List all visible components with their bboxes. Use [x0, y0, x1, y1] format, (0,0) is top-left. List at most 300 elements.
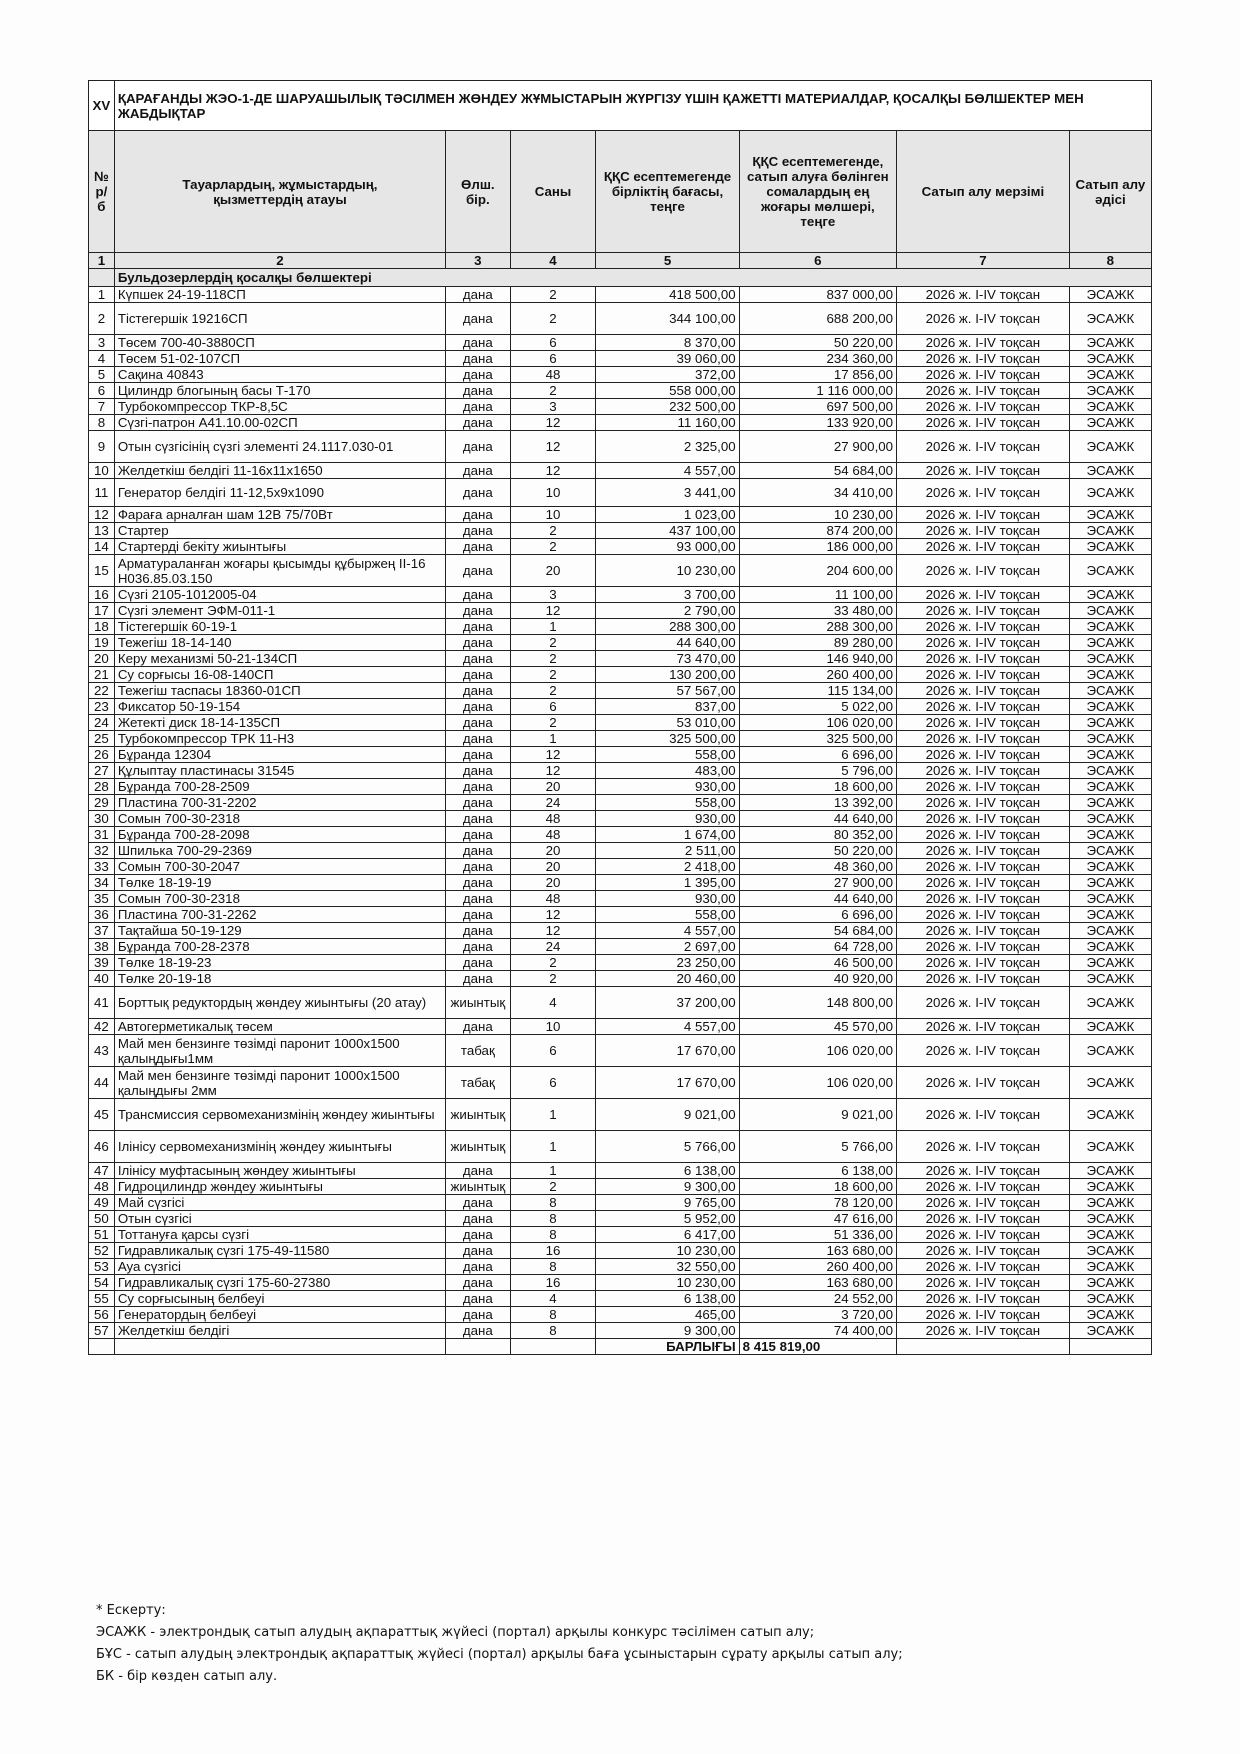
unit-of-measure: дана [446, 715, 511, 731]
item-name: Сақина 40843 [114, 367, 445, 383]
item-name: Отын сүзгісі [114, 1211, 445, 1227]
allocated-amount: 48 360,00 [739, 859, 896, 875]
unit-price: 3 441,00 [596, 479, 739, 507]
section-row [89, 269, 1152, 287]
procurement-term: 2026 ж. I-IV тоқсан [897, 699, 1070, 715]
procurement-method: ЭСАЖК [1069, 859, 1151, 875]
procurement-method: ЭСАЖК [1069, 479, 1151, 507]
item-name: Гидроцилиндр жөндеу жиынтығы [114, 1179, 445, 1195]
unit-price: 2 325,00 [596, 431, 739, 463]
procurement-table [88, 80, 1152, 1355]
table-row [89, 1195, 1152, 1211]
procurement-method: ЭСАЖК [1069, 987, 1151, 1019]
procurement-method: ЭСАЖК [1069, 507, 1151, 523]
row-number: 30 [89, 811, 115, 827]
procurement-term: 2026 ж. I-IV тоқсан [897, 1019, 1070, 1035]
row-number: 18 [89, 619, 115, 635]
notes-heading: * Ескерту: [96, 1603, 166, 1618]
item-name: Тежегіш 18-14-140 [114, 635, 445, 651]
unit-price: 558,00 [596, 907, 739, 923]
row-number: 14 [89, 539, 115, 555]
procurement-term: 2026 ж. I-IV тоқсан [897, 1227, 1070, 1243]
row-number: 40 [89, 971, 115, 987]
procurement-term: 2026 ж. I-IV тоқсан [897, 843, 1070, 859]
total-value: 8 415 819,00 [739, 1339, 896, 1355]
item-name: Ауа сүзгісі [114, 1259, 445, 1275]
item-name: Бұранда 700-28-2098 [114, 827, 445, 843]
row-number: 8 [89, 415, 115, 431]
row-number: 7 [89, 399, 115, 415]
item-name: Трансмиссия сервомеханизмінің жөндеу жиынтығы [114, 1099, 445, 1131]
allocated-amount: 46 500,00 [739, 955, 896, 971]
allocated-amount: 6 138,00 [739, 1163, 896, 1179]
column-number: 1 [89, 253, 115, 269]
procurement-term: 2026 ж. I-IV тоқсан [897, 1163, 1070, 1179]
procurement-method: ЭСАЖК [1069, 827, 1151, 843]
quantity: 48 [510, 891, 596, 907]
quantity: 48 [510, 367, 596, 383]
table-row [89, 507, 1152, 523]
unit-price: 288 300,00 [596, 619, 739, 635]
quantity: 6 [510, 699, 596, 715]
procurement-term: 2026 ж. I-IV тоқсан [897, 303, 1070, 335]
table-row [89, 1067, 1152, 1099]
row-number: 54 [89, 1275, 115, 1291]
table-row [89, 351, 1152, 367]
table-row [89, 1211, 1152, 1227]
procurement-term: 2026 ж. I-IV тоқсан [897, 479, 1070, 507]
quantity: 6 [510, 1067, 596, 1099]
allocated-amount: 688 200,00 [739, 303, 896, 335]
allocated-amount: 51 336,00 [739, 1227, 896, 1243]
allocated-amount: 54 684,00 [739, 463, 896, 479]
procurement-method: ЭСАЖК [1069, 335, 1151, 351]
procurement-method: ЭСАЖК [1069, 843, 1151, 859]
quantity: 10 [510, 507, 596, 523]
allocated-amount: 74 400,00 [739, 1323, 896, 1339]
procurement-term: 2026 ж. I-IV тоқсан [897, 287, 1070, 303]
quantity: 2 [510, 715, 596, 731]
quantity: 2 [510, 651, 596, 667]
table-row [89, 539, 1152, 555]
row-number: 21 [89, 667, 115, 683]
unit-price: 9 021,00 [596, 1099, 739, 1131]
quantity: 8 [510, 1211, 596, 1227]
unit-price: 9 765,00 [596, 1195, 739, 1211]
table-row [89, 859, 1152, 875]
procurement-term: 2026 ж. I-IV тоқсан [897, 1211, 1070, 1227]
total-spacer [897, 1339, 1070, 1355]
column-number: 6 [739, 253, 896, 269]
allocated-amount: 260 400,00 [739, 667, 896, 683]
unit-price: 32 550,00 [596, 1259, 739, 1275]
procurement-method: ЭСАЖК [1069, 383, 1151, 399]
procurement-method: ЭСАЖК [1069, 351, 1151, 367]
allocated-amount: 5 796,00 [739, 763, 896, 779]
table-row [89, 415, 1152, 431]
procurement-method: ЭСАЖК [1069, 955, 1151, 971]
quantity: 48 [510, 827, 596, 843]
unit-price: 1 395,00 [596, 875, 739, 891]
unit-price: 6 138,00 [596, 1291, 739, 1307]
table-row [89, 399, 1152, 415]
item-name: Тістегершік 60-19-1 [114, 619, 445, 635]
row-number: 49 [89, 1195, 115, 1211]
unit-price: 23 250,00 [596, 955, 739, 971]
row-number: 26 [89, 747, 115, 763]
procurement-method: ЭСАЖК [1069, 555, 1151, 587]
item-name: Гидравликалық сүзгі 175-49-11580 [114, 1243, 445, 1259]
item-name: Борттық редуктордың жөндеу жиынтығы (20 атау) [114, 987, 445, 1019]
row-number: 28 [89, 779, 115, 795]
item-name: Генератор белдігі 11-12,5х9х1090 [114, 479, 445, 507]
item-name: Стартерді бекіту жиынтығы [114, 539, 445, 555]
unit-price: 5 766,00 [596, 1131, 739, 1163]
row-number: 10 [89, 463, 115, 479]
allocated-amount: 106 020,00 [739, 1067, 896, 1099]
allocated-amount: 163 680,00 [739, 1275, 896, 1291]
procurement-term: 2026 ж. I-IV тоқсан [897, 383, 1070, 399]
unit-of-measure: дана [446, 683, 511, 699]
procurement-method: ЭСАЖК [1069, 939, 1151, 955]
unit-of-measure: дана [446, 971, 511, 987]
unit-of-measure: дана [446, 827, 511, 843]
header-no: № р/б [89, 131, 115, 253]
procurement-method: ЭСАЖК [1069, 1195, 1151, 1211]
row-number: 53 [89, 1259, 115, 1275]
procurement-method: ЭСАЖК [1069, 287, 1151, 303]
unit-of-measure: дана [446, 507, 511, 523]
row-number: 55 [89, 1291, 115, 1307]
row-number: 25 [89, 731, 115, 747]
procurement-term: 2026 ж. I-IV тоқсан [897, 875, 1070, 891]
row-number: 41 [89, 987, 115, 1019]
item-name: Тақтайша 50-19-129 [114, 923, 445, 939]
procurement-term: 2026 ж. I-IV тоқсан [897, 763, 1070, 779]
item-name: Құлыптау пластинасы 31545 [114, 763, 445, 779]
allocated-amount: 40 920,00 [739, 971, 896, 987]
allocated-amount: 11 100,00 [739, 587, 896, 603]
note-line: БК - бір көзден сатып алу. [96, 1669, 278, 1684]
procurement-method: ЭСАЖК [1069, 651, 1151, 667]
item-name: Керу механизмі 50-21-134СП [114, 651, 445, 667]
table-row [89, 683, 1152, 699]
header-sum: ҚҚС есептемегенде, сатып алуға бөлінген сомалардың ең жоғары мөлшері, теңге [739, 131, 896, 253]
procurement-term: 2026 ж. I-IV тоқсан [897, 779, 1070, 795]
unit-price: 372,00 [596, 367, 739, 383]
allocated-amount: 260 400,00 [739, 1259, 896, 1275]
table-row [89, 987, 1152, 1019]
procurement-term: 2026 ж. I-IV тоқсан [897, 1243, 1070, 1259]
procurement-term: 2026 ж. I-IV тоқсан [897, 619, 1070, 635]
procurement-term: 2026 ж. I-IV тоқсан [897, 463, 1070, 479]
item-name: Арматураланған жоғары қысымды құбыржең II-16 Н036.85.03.150 [114, 555, 445, 587]
procurement-method: ЭСАЖК [1069, 1131, 1151, 1163]
quantity: 12 [510, 907, 596, 923]
allocated-amount: 106 020,00 [739, 715, 896, 731]
row-number: 6 [89, 383, 115, 399]
procurement-method: ЭСАЖК [1069, 523, 1151, 539]
table-row [89, 1291, 1152, 1307]
unit-of-measure: дана [446, 351, 511, 367]
table-row [89, 747, 1152, 763]
note-line: ЭСАЖК - электрондық сатып алудың ақпараттық жүйесі (портал) арқылы конкурс тәсілімен сатып алу; [96, 1625, 815, 1640]
item-name: Пластина 700-31-2202 [114, 795, 445, 811]
quantity: 2 [510, 539, 596, 555]
table-row [89, 891, 1152, 907]
unit-of-measure: дана [446, 603, 511, 619]
unit-of-measure: дана [446, 843, 511, 859]
header-price: ҚҚС есептемегенде бірліктің бағасы, теңге [596, 131, 739, 253]
table-row [89, 811, 1152, 827]
unit-of-measure: дана [446, 939, 511, 955]
quantity: 2 [510, 287, 596, 303]
procurement-term: 2026 ж. I-IV тоқсан [897, 415, 1070, 431]
allocated-amount: 10 230,00 [739, 507, 896, 523]
unit-of-measure: табақ [446, 1035, 511, 1067]
table-row [89, 1099, 1152, 1131]
allocated-amount: 163 680,00 [739, 1243, 896, 1259]
item-name: Гидравликалық сүзгі 175-60-27380 [114, 1275, 445, 1291]
row-number: 56 [89, 1307, 115, 1323]
procurement-term: 2026 ж. I-IV тоқсан [897, 507, 1070, 523]
unit-of-measure: дана [446, 399, 511, 415]
quantity: 48 [510, 811, 596, 827]
row-number: 35 [89, 891, 115, 907]
procurement-method: ЭСАЖК [1069, 303, 1151, 335]
column-number: 4 [510, 253, 596, 269]
allocated-amount: 186 000,00 [739, 539, 896, 555]
unit-of-measure: дана [446, 651, 511, 667]
item-name: Цилиндр блогының басы Т-170 [114, 383, 445, 399]
header-name: Тауарлардың, жұмыстардың, қызметтердің атауы [114, 131, 445, 253]
allocated-amount: 106 020,00 [739, 1035, 896, 1067]
table-row [89, 587, 1152, 603]
procurement-term: 2026 ж. I-IV тоқсан [897, 1067, 1070, 1099]
quantity: 1 [510, 731, 596, 747]
table-row [89, 827, 1152, 843]
unit-price: 232 500,00 [596, 399, 739, 415]
allocated-amount: 133 920,00 [739, 415, 896, 431]
table-row [89, 763, 1152, 779]
procurement-term: 2026 ж. I-IV тоқсан [897, 399, 1070, 415]
table-row [89, 699, 1152, 715]
unit-price: 2 511,00 [596, 843, 739, 859]
unit-price: 325 500,00 [596, 731, 739, 747]
unit-of-measure: жиынтық [446, 987, 511, 1019]
unit-of-measure: дана [446, 303, 511, 335]
procurement-method: ЭСАЖК [1069, 619, 1151, 635]
procurement-method: ЭСАЖК [1069, 907, 1151, 923]
row-number: 51 [89, 1227, 115, 1243]
allocated-amount: 288 300,00 [739, 619, 896, 635]
procurement-term: 2026 ж. I-IV тоқсан [897, 431, 1070, 463]
table-row [89, 971, 1152, 987]
item-name: Желдеткіш белдігі 11-16х11х1650 [114, 463, 445, 479]
item-name: Төсем 700-40-3880СП [114, 335, 445, 351]
row-number: 46 [89, 1131, 115, 1163]
procurement-method: ЭСАЖК [1069, 603, 1151, 619]
row-number: 47 [89, 1163, 115, 1179]
item-name: Май мен бензинге төзімді паронит 1000х1500 қалыңдығы1мм [114, 1035, 445, 1067]
quantity: 8 [510, 1195, 596, 1211]
quantity: 6 [510, 351, 596, 367]
procurement-method: ЭСАЖК [1069, 1227, 1151, 1243]
quantity: 12 [510, 603, 596, 619]
quantity: 8 [510, 1227, 596, 1243]
table-row [89, 287, 1152, 303]
allocated-amount: 80 352,00 [739, 827, 896, 843]
item-name: Тістегершік 19216СП [114, 303, 445, 335]
item-name: Фиксатор 50-19-154 [114, 699, 445, 715]
unit-of-measure: дана [446, 1275, 511, 1291]
section-code: XV [89, 81, 115, 131]
allocated-amount: 148 800,00 [739, 987, 896, 1019]
unit-price: 20 460,00 [596, 971, 739, 987]
table-row [89, 875, 1152, 891]
unit-of-measure: дана [446, 463, 511, 479]
quantity: 20 [510, 875, 596, 891]
unit-price: 558,00 [596, 795, 739, 811]
unit-price: 4 557,00 [596, 1019, 739, 1035]
procurement-term: 2026 ж. I-IV тоқсан [897, 923, 1070, 939]
unit-price: 37 200,00 [596, 987, 739, 1019]
procurement-method: ЭСАЖК [1069, 1067, 1151, 1099]
total-spacer [446, 1339, 511, 1355]
row-number: 39 [89, 955, 115, 971]
item-name: Генератордың белбеуі [114, 1307, 445, 1323]
unit-price: 2 418,00 [596, 859, 739, 875]
procurement-term: 2026 ж. I-IV тоқсан [897, 955, 1070, 971]
procurement-term: 2026 ж. I-IV тоқсан [897, 603, 1070, 619]
procurement-term: 2026 ж. I-IV тоқсан [897, 731, 1070, 747]
quantity: 2 [510, 635, 596, 651]
row-number: 11 [89, 479, 115, 507]
quantity: 2 [510, 683, 596, 699]
procurement-term: 2026 ж. I-IV тоқсан [897, 811, 1070, 827]
procurement-term: 2026 ж. I-IV тоқсан [897, 635, 1070, 651]
table-row [89, 1019, 1152, 1035]
table-row [89, 1275, 1152, 1291]
unit-price: 9 300,00 [596, 1323, 739, 1339]
allocated-amount: 115 134,00 [739, 683, 896, 699]
unit-of-measure: дана [446, 539, 511, 555]
item-name: Тоттануға қарсы сүзгі [114, 1227, 445, 1243]
procurement-method: ЭСАЖК [1069, 1035, 1151, 1067]
table-row [89, 1163, 1152, 1179]
unit-price: 1 023,00 [596, 507, 739, 523]
procurement-term: 2026 ж. I-IV тоқсан [897, 747, 1070, 763]
row-number: 12 [89, 507, 115, 523]
table-row [89, 603, 1152, 619]
unit-of-measure: дана [446, 1307, 511, 1323]
quantity: 12 [510, 431, 596, 463]
table-row [89, 383, 1152, 399]
table-row [89, 303, 1152, 335]
unit-of-measure: дана [446, 1291, 511, 1307]
row-number: 22 [89, 683, 115, 699]
unit-of-measure: дана [446, 907, 511, 923]
unit-of-measure: дана [446, 431, 511, 463]
row-number: 17 [89, 603, 115, 619]
quantity: 24 [510, 939, 596, 955]
quantity: 2 [510, 383, 596, 399]
item-name: Желдеткіш белдігі [114, 1323, 445, 1339]
unit-of-measure: дана [446, 367, 511, 383]
quantity: 1 [510, 619, 596, 635]
row-number: 23 [89, 699, 115, 715]
procurement-term: 2026 ж. I-IV тоқсан [897, 335, 1070, 351]
unit-of-measure: дана [446, 1019, 511, 1035]
item-name: Турбокомпрессор ТРК 11-Н3 [114, 731, 445, 747]
table-row [89, 635, 1152, 651]
table-row [89, 479, 1152, 507]
unit-price: 5 952,00 [596, 1211, 739, 1227]
unit-price: 837,00 [596, 699, 739, 715]
unit-price: 344 100,00 [596, 303, 739, 335]
procurement-term: 2026 ж. I-IV тоқсан [897, 1259, 1070, 1275]
quantity: 12 [510, 747, 596, 763]
row-number: 45 [89, 1099, 115, 1131]
procurement-method: ЭСАЖК [1069, 539, 1151, 555]
unit-price: 8 370,00 [596, 335, 739, 351]
allocated-amount: 17 856,00 [739, 367, 896, 383]
column-number: 7 [897, 253, 1070, 269]
allocated-amount: 146 940,00 [739, 651, 896, 667]
row-number: 19 [89, 635, 115, 651]
table-row [89, 463, 1152, 479]
procurement-method: ЭСАЖК [1069, 635, 1151, 651]
procurement-method: ЭСАЖК [1069, 1163, 1151, 1179]
unit-price: 4 557,00 [596, 923, 739, 939]
procurement-term: 2026 ж. I-IV тоқсан [897, 587, 1070, 603]
unit-price: 10 230,00 [596, 1243, 739, 1259]
procurement-method: ЭСАЖК [1069, 367, 1151, 383]
unit-price: 93 000,00 [596, 539, 739, 555]
unit-price: 930,00 [596, 811, 739, 827]
section-spacer [89, 269, 115, 287]
quantity: 16 [510, 1275, 596, 1291]
allocated-amount: 5 766,00 [739, 1131, 896, 1163]
item-name: Сомын 700-30-2318 [114, 811, 445, 827]
unit-price: 39 060,00 [596, 351, 739, 367]
item-name: Төлке 20-19-18 [114, 971, 445, 987]
unit-of-measure: дана [446, 891, 511, 907]
allocated-amount: 89 280,00 [739, 635, 896, 651]
unit-price: 483,00 [596, 763, 739, 779]
allocated-amount: 27 900,00 [739, 431, 896, 463]
unit-price: 53 010,00 [596, 715, 739, 731]
row-number: 16 [89, 587, 115, 603]
item-name: Турбокомпрессор ТКР-8,5С [114, 399, 445, 415]
quantity: 2 [510, 303, 596, 335]
quantity: 2 [510, 523, 596, 539]
allocated-amount: 54 684,00 [739, 923, 896, 939]
procurement-method: ЭСАЖК [1069, 1291, 1151, 1307]
unit-of-measure: дана [446, 287, 511, 303]
unit-price: 930,00 [596, 891, 739, 907]
table-row [89, 1243, 1152, 1259]
quantity: 6 [510, 335, 596, 351]
unit-of-measure: дана [446, 383, 511, 399]
quantity: 6 [510, 1035, 596, 1067]
item-name: Автогерметикалық төсем [114, 1019, 445, 1035]
table-row [89, 1323, 1152, 1339]
allocated-amount: 325 500,00 [739, 731, 896, 747]
unit-price: 2 697,00 [596, 939, 739, 955]
row-number: 50 [89, 1211, 115, 1227]
quantity: 20 [510, 555, 596, 587]
